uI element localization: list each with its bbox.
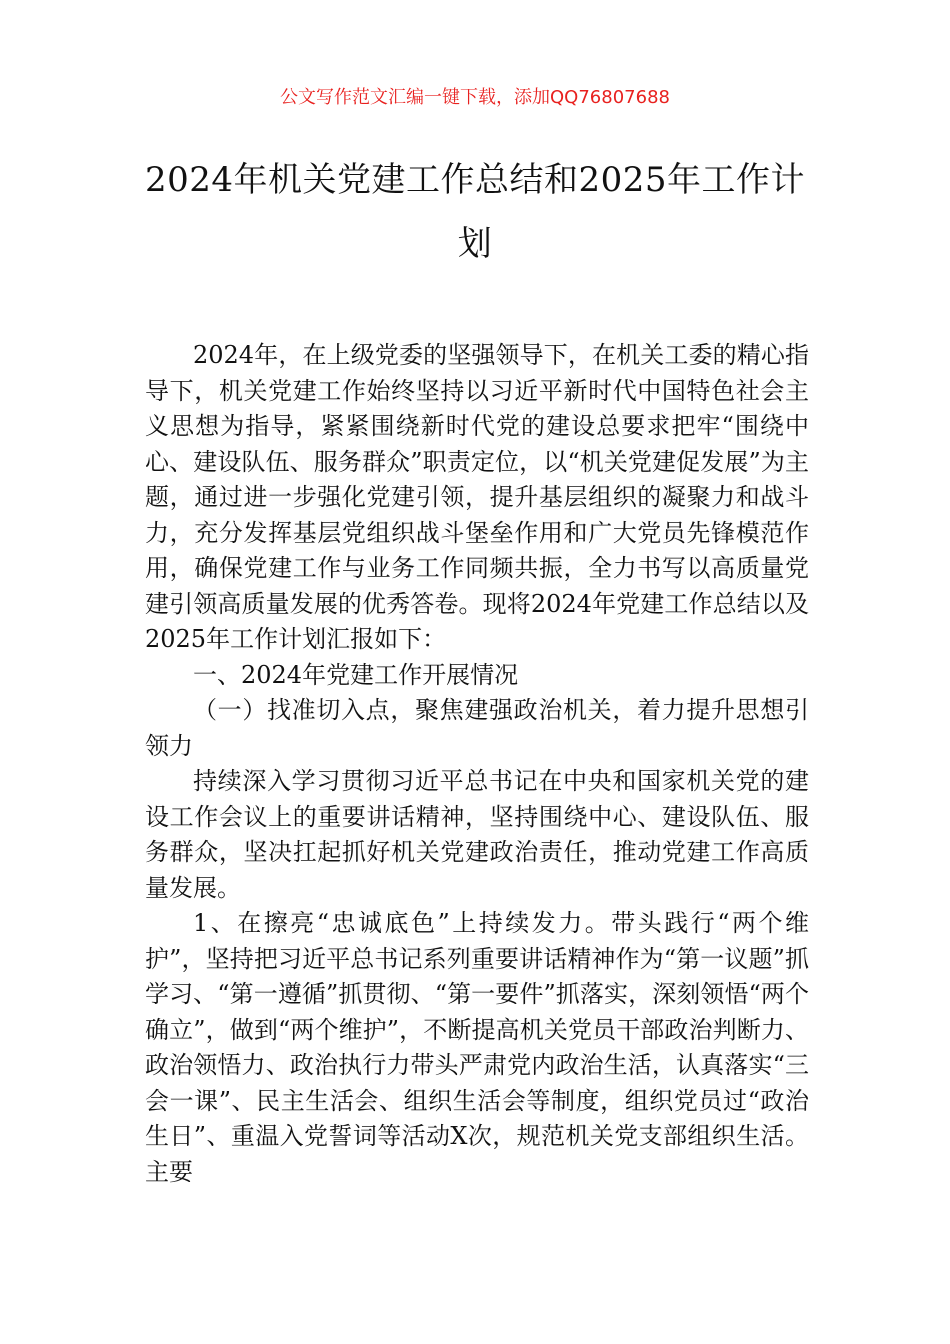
document-body	[145, 338, 809, 1190]
subsection-heading: （一）找准切入点，聚焦建强政治机关，着力提升思想引领力	[145, 696, 809, 760]
document-title: 2024年机关党建工作总结和2025年工作计划	[144, 160, 806, 264]
section-heading: 一、2024年党建工作开展情况	[193, 660, 519, 689]
body-paragraph: 持续深入学习贯彻习近平总书记在中央和国家机关党的建设工作会议上的重要讲话精神，坚持围绕中心、建设队伍、服务群众，坚决扛起抓好机关党建政治责任，推动党建工作高质量发展。	[145, 767, 809, 902]
download-banner[interactable]: 公文写作范文汇编一键下载，添加QQ76807688	[280, 87, 670, 108]
body-paragraph: 1、在擦亮“忠诚底色”上持续发力。带头践行“两个维护”，坚持把习近平总书记系列重要讲话精神作为“第一议题”抓学习、“第一遵循”抓贯彻、“第一要件”抓落实，深刻领悟“两个确立”，做到“两个维护”，不断提高机关党员干部政治判断力、政治领悟力、政治执行力带头严肃党内政治生活，认真落实“三会一课”、民主生活会、组织生活会等制度，组织党员过“政治生日”、重温入党誓词等活动X次，规范机关党支部组织生活。主要	[145, 909, 809, 1186]
intro-paragraph: 2024年，在上级党委的坚强领导下，在机关工委的精心指导下，机关党建工作始终坚持以习近平新时代中国特色社会主义思想为指导，紧紧围绕新时代党的建设总要求把牢“围绕中心、建设队伍、服务群众”职责定位，以“机关党建促发展”为主题，通过进一步强化党建引领，提升基层组织的凝聚力和战斗力，充分发挥基层党组织战斗堡垒作用和广大党员先锋模范作用，确保党建工作与业务工作同频共振，全力书写以高质量党建引领高质量发展的优秀答卷。现将2024年党建工作总结以及2025年工作计划汇报如下：	[145, 341, 809, 653]
